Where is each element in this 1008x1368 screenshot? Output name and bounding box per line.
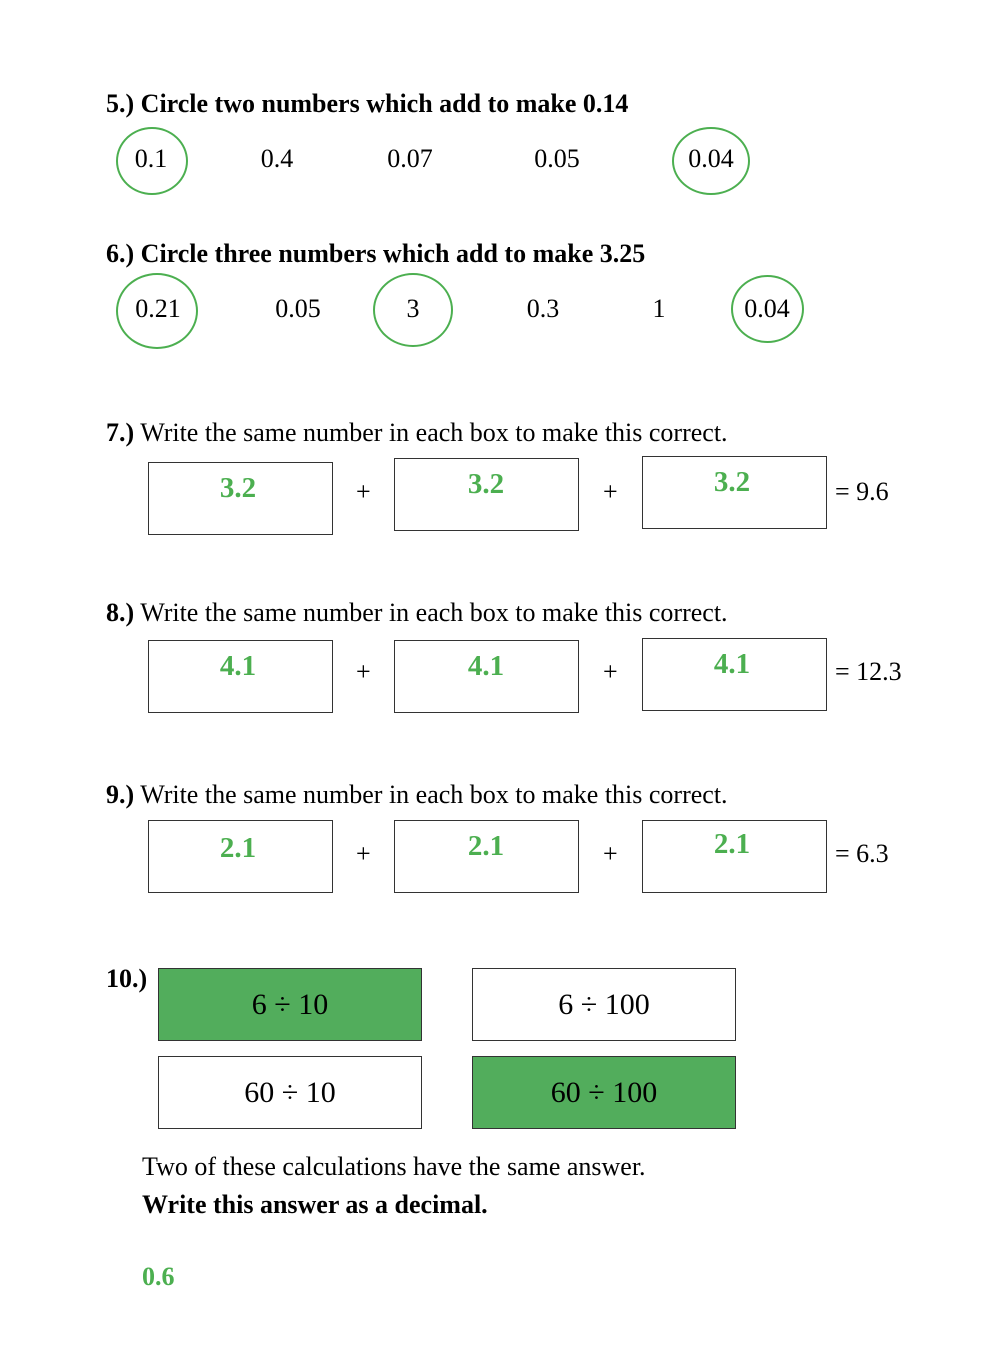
q9-answer-2: 2.1 <box>467 830 505 862</box>
q6-option[interactable]: 0.04 <box>744 294 790 323</box>
q8-answer-1: 4.1 <box>219 650 257 682</box>
q5-option[interactable]: 0.04 <box>688 144 734 173</box>
q6-number: 6.) <box>106 239 135 268</box>
q7-answer-2: 3.2 <box>467 468 505 500</box>
q9-instruction-text: Write the same number in each box to make this correct. <box>140 780 728 809</box>
q6-option[interactable]: 3 <box>406 294 420 323</box>
q6-title <box>106 239 645 269</box>
q5-number: 5.) <box>106 89 135 118</box>
calc-card-1-text: 6 ÷ 10 <box>251 987 329 1021</box>
q8-instruction-text: Write the same number in each box to make this correct. <box>140 598 728 627</box>
plus-sign: + <box>603 477 618 506</box>
q9-result: = 6.3 <box>835 839 889 868</box>
q6-option[interactable]: 0.3 <box>526 294 560 323</box>
q7-answer-1: 3.2 <box>219 472 257 504</box>
q8-answer-3: 4.1 <box>713 648 751 680</box>
calc-card-4-text: 60 ÷ 100 <box>550 1075 658 1109</box>
q9-answer-3: 2.1 <box>713 828 751 860</box>
q5-option[interactable]: 0.1 <box>134 144 168 173</box>
q9-answer-1: 2.1 <box>219 832 257 864</box>
plus-sign: + <box>603 839 618 868</box>
q8-result: = 12.3 <box>835 657 902 686</box>
q10-number: 10.) <box>106 964 148 993</box>
plus-sign: + <box>356 657 371 686</box>
plus-sign: + <box>356 477 371 506</box>
q5-option[interactable]: 0.05 <box>534 144 580 173</box>
q9-instruction <box>106 780 728 810</box>
q9-number: 9.) <box>106 780 135 809</box>
q7-instruction-text: Write the same number in each box to make this correct. <box>140 418 728 447</box>
q7-number: 7.) <box>106 418 135 447</box>
q5-title <box>106 89 628 119</box>
q5-option[interactable]: 0.4 <box>260 144 294 173</box>
calc-card-3[interactable] <box>158 1056 422 1129</box>
q10-instruction: Write this answer as a decimal. <box>142 1190 488 1219</box>
q8-instruction <box>106 598 728 628</box>
plus-sign: + <box>356 839 371 868</box>
q10-answer: 0.6 <box>142 1262 175 1291</box>
q6-title-text: Circle three numbers which add to make 3.25 <box>140 239 646 268</box>
calc-card-4[interactable] <box>472 1056 736 1129</box>
q8-answer-2: 4.1 <box>467 650 505 682</box>
q5-title-text: Circle two numbers which add to make 0.14 <box>140 89 629 118</box>
q10-statement: Two of these calculations have the same answer. <box>142 1152 646 1181</box>
q7-instruction <box>106 418 728 448</box>
q6-option[interactable]: 0.21 <box>135 294 181 323</box>
q7-answer-3: 3.2 <box>713 466 751 498</box>
plus-sign: + <box>603 657 618 686</box>
calc-card-2[interactable] <box>472 968 736 1041</box>
calc-card-2-text: 6 ÷ 100 <box>558 987 650 1021</box>
q6-option[interactable]: 1 <box>652 294 666 323</box>
q7-result: = 9.6 <box>835 477 889 506</box>
q8-number: 8.) <box>106 598 135 627</box>
calc-card-3-text: 60 ÷ 10 <box>244 1075 336 1109</box>
q6-option[interactable]: 0.05 <box>275 294 321 323</box>
q5-option[interactable]: 0.07 <box>387 144 433 173</box>
calc-card-1[interactable] <box>158 968 422 1041</box>
